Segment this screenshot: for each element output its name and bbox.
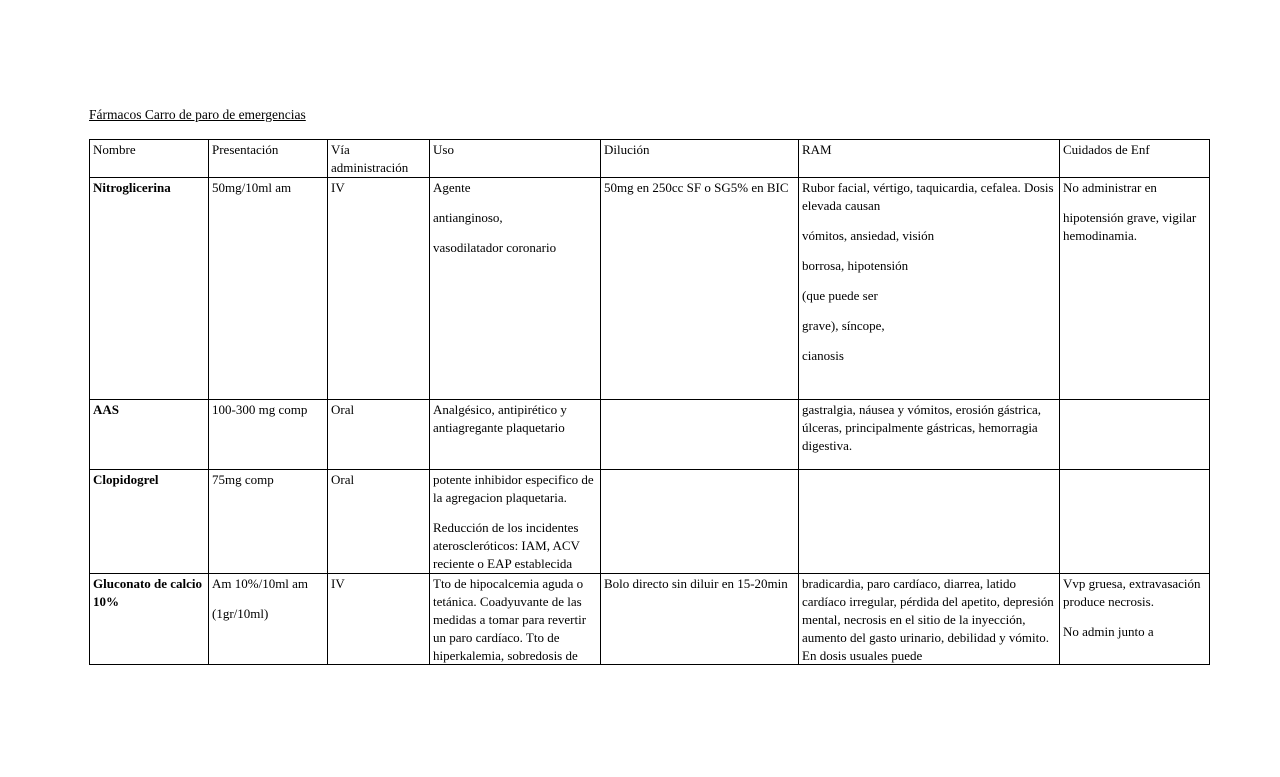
- cell-cuidados: [1060, 470, 1210, 574]
- cell-nombre: [90, 574, 209, 665]
- cell-paragraph: Rubor facial, vértigo, taquicardia, cefalea. Dosis elevada causan: [802, 180, 1054, 213]
- cell-paragraph: 50mg/10ml am: [212, 180, 292, 195]
- cell-uso: [430, 470, 601, 574]
- cell-paragraph: No admin junto a: [1063, 624, 1154, 639]
- cell-paragraph: Bolo directo sin diluir en 15-20min: [604, 576, 788, 591]
- cell-paragraph: IV: [331, 180, 345, 195]
- cell-dilucion: [601, 470, 799, 574]
- cell-via: [328, 574, 430, 665]
- cell-ram: [799, 178, 1060, 400]
- cell-paragraph: cianosis: [802, 348, 844, 363]
- header-ram: RAM: [799, 140, 1060, 178]
- cell-paragraph: Gluconato de calcio 10%: [93, 576, 203, 609]
- cell-presentacion: [209, 178, 328, 400]
- header-uso: Uso: [430, 140, 601, 178]
- cell-paragraph: borrosa, hipotensión: [802, 258, 909, 273]
- cell-paragraph: Oral: [331, 472, 355, 487]
- cell-nombre: [90, 470, 209, 574]
- cell-paragraph: 100-300 mg comp: [212, 402, 308, 417]
- cell-uso: [430, 400, 601, 470]
- cell-paragraph: AAS: [93, 402, 120, 417]
- cell-paragraph: gastralgia, náusea y vómitos, erosión gástrica, úlceras, principalmente gástricas, hemorragia digestiva.: [802, 402, 1041, 453]
- cell-paragraph: Oral: [331, 402, 355, 417]
- table-row: [90, 470, 1210, 574]
- cell-paragraph: Am 10%/10ml am: [212, 576, 309, 591]
- cell-nombre: [90, 400, 209, 470]
- cell-paragraph: Agente: [433, 180, 471, 195]
- cell-paragraph: 50mg en 250cc SF o SG5% en BIC: [604, 180, 789, 195]
- table-row: [90, 178, 1210, 400]
- cell-paragraph: 75mg comp: [212, 472, 274, 487]
- cell-dilucion: [601, 574, 799, 665]
- cell-paragraph: Reducción de los incidentes ateroscleróticos: IAM, ACV reciente o EAP establecida: [433, 520, 580, 571]
- cell-paragraph: grave), síncope,: [802, 318, 885, 333]
- cell-dilucion: [601, 178, 799, 400]
- cell-paragraph: IV: [331, 576, 345, 591]
- document-title: Fármacos Carro de paro de emergencias: [89, 107, 306, 122]
- cell-ram: [799, 470, 1060, 574]
- cell-via: [328, 400, 430, 470]
- cell-paragraph: (1gr/10ml): [212, 606, 269, 621]
- header-via: Vía administración: [328, 140, 430, 178]
- cell-paragraph: potente inhibidor especifico de la agregacion plaquetaria.: [433, 472, 594, 505]
- cell-nombre: [90, 178, 209, 400]
- cell-paragraph: Clopidogrel: [93, 472, 159, 487]
- cell-via: [328, 178, 430, 400]
- cell-paragraph: Vvp gruesa, extravasación produce necrosis.: [1063, 576, 1201, 609]
- drug-table: [89, 139, 1210, 665]
- cell-paragraph: vómitos, ansiedad, visión: [802, 228, 935, 243]
- cell-uso: [430, 574, 601, 665]
- cell-paragraph: antianginoso,: [433, 210, 503, 225]
- header-presentacion: Presentación: [209, 140, 328, 178]
- cell-ram: [799, 574, 1060, 665]
- cell-cuidados: [1060, 178, 1210, 400]
- cell-paragraph: Tto de hipocalcemia aguda o tetánica. Coadyuvante de las medidas a tomar para revertir un paro cardíaco. Tto de hiperkalemia, sobredosis de: [433, 576, 587, 663]
- cell-paragraph: vasodilatador coronario: [433, 240, 557, 255]
- cell-paragraph: bradicardia, paro cardíaco, diarrea, latido cardíaco irregular, pérdida del apetito, depresión mental, necrosis en el sitio de la inyección, aumento del gasto urinario, debilidad y vómito. En dosis usuales puede: [802, 576, 1054, 663]
- cell-paragraph: hipotensión grave, vigilar hemodinamia.: [1063, 210, 1197, 243]
- cell-presentacion: [209, 400, 328, 470]
- header-cuidados: Cuidados de Enf: [1060, 140, 1210, 178]
- cell-presentacion: [209, 470, 328, 574]
- table-row: [90, 574, 1210, 665]
- cell-paragraph: Nitroglicerina: [93, 180, 171, 195]
- cell-via: [328, 470, 430, 574]
- table-row: [90, 400, 1210, 470]
- header-row: [90, 140, 1210, 178]
- cell-dilucion: [601, 400, 799, 470]
- cell-paragraph: (que puede ser: [802, 288, 878, 303]
- cell-paragraph: No administrar en: [1063, 180, 1157, 195]
- cell-cuidados: [1060, 574, 1210, 665]
- cell-cuidados: [1060, 400, 1210, 470]
- header-dilucion: Dilución: [601, 140, 799, 178]
- cell-ram: [799, 400, 1060, 470]
- cell-paragraph: Analgésico, antipirético y antiagregante plaquetario: [433, 402, 567, 435]
- cell-presentacion: [209, 574, 328, 665]
- cell-uso: [430, 178, 601, 400]
- header-nombre: Nombre: [90, 140, 209, 178]
